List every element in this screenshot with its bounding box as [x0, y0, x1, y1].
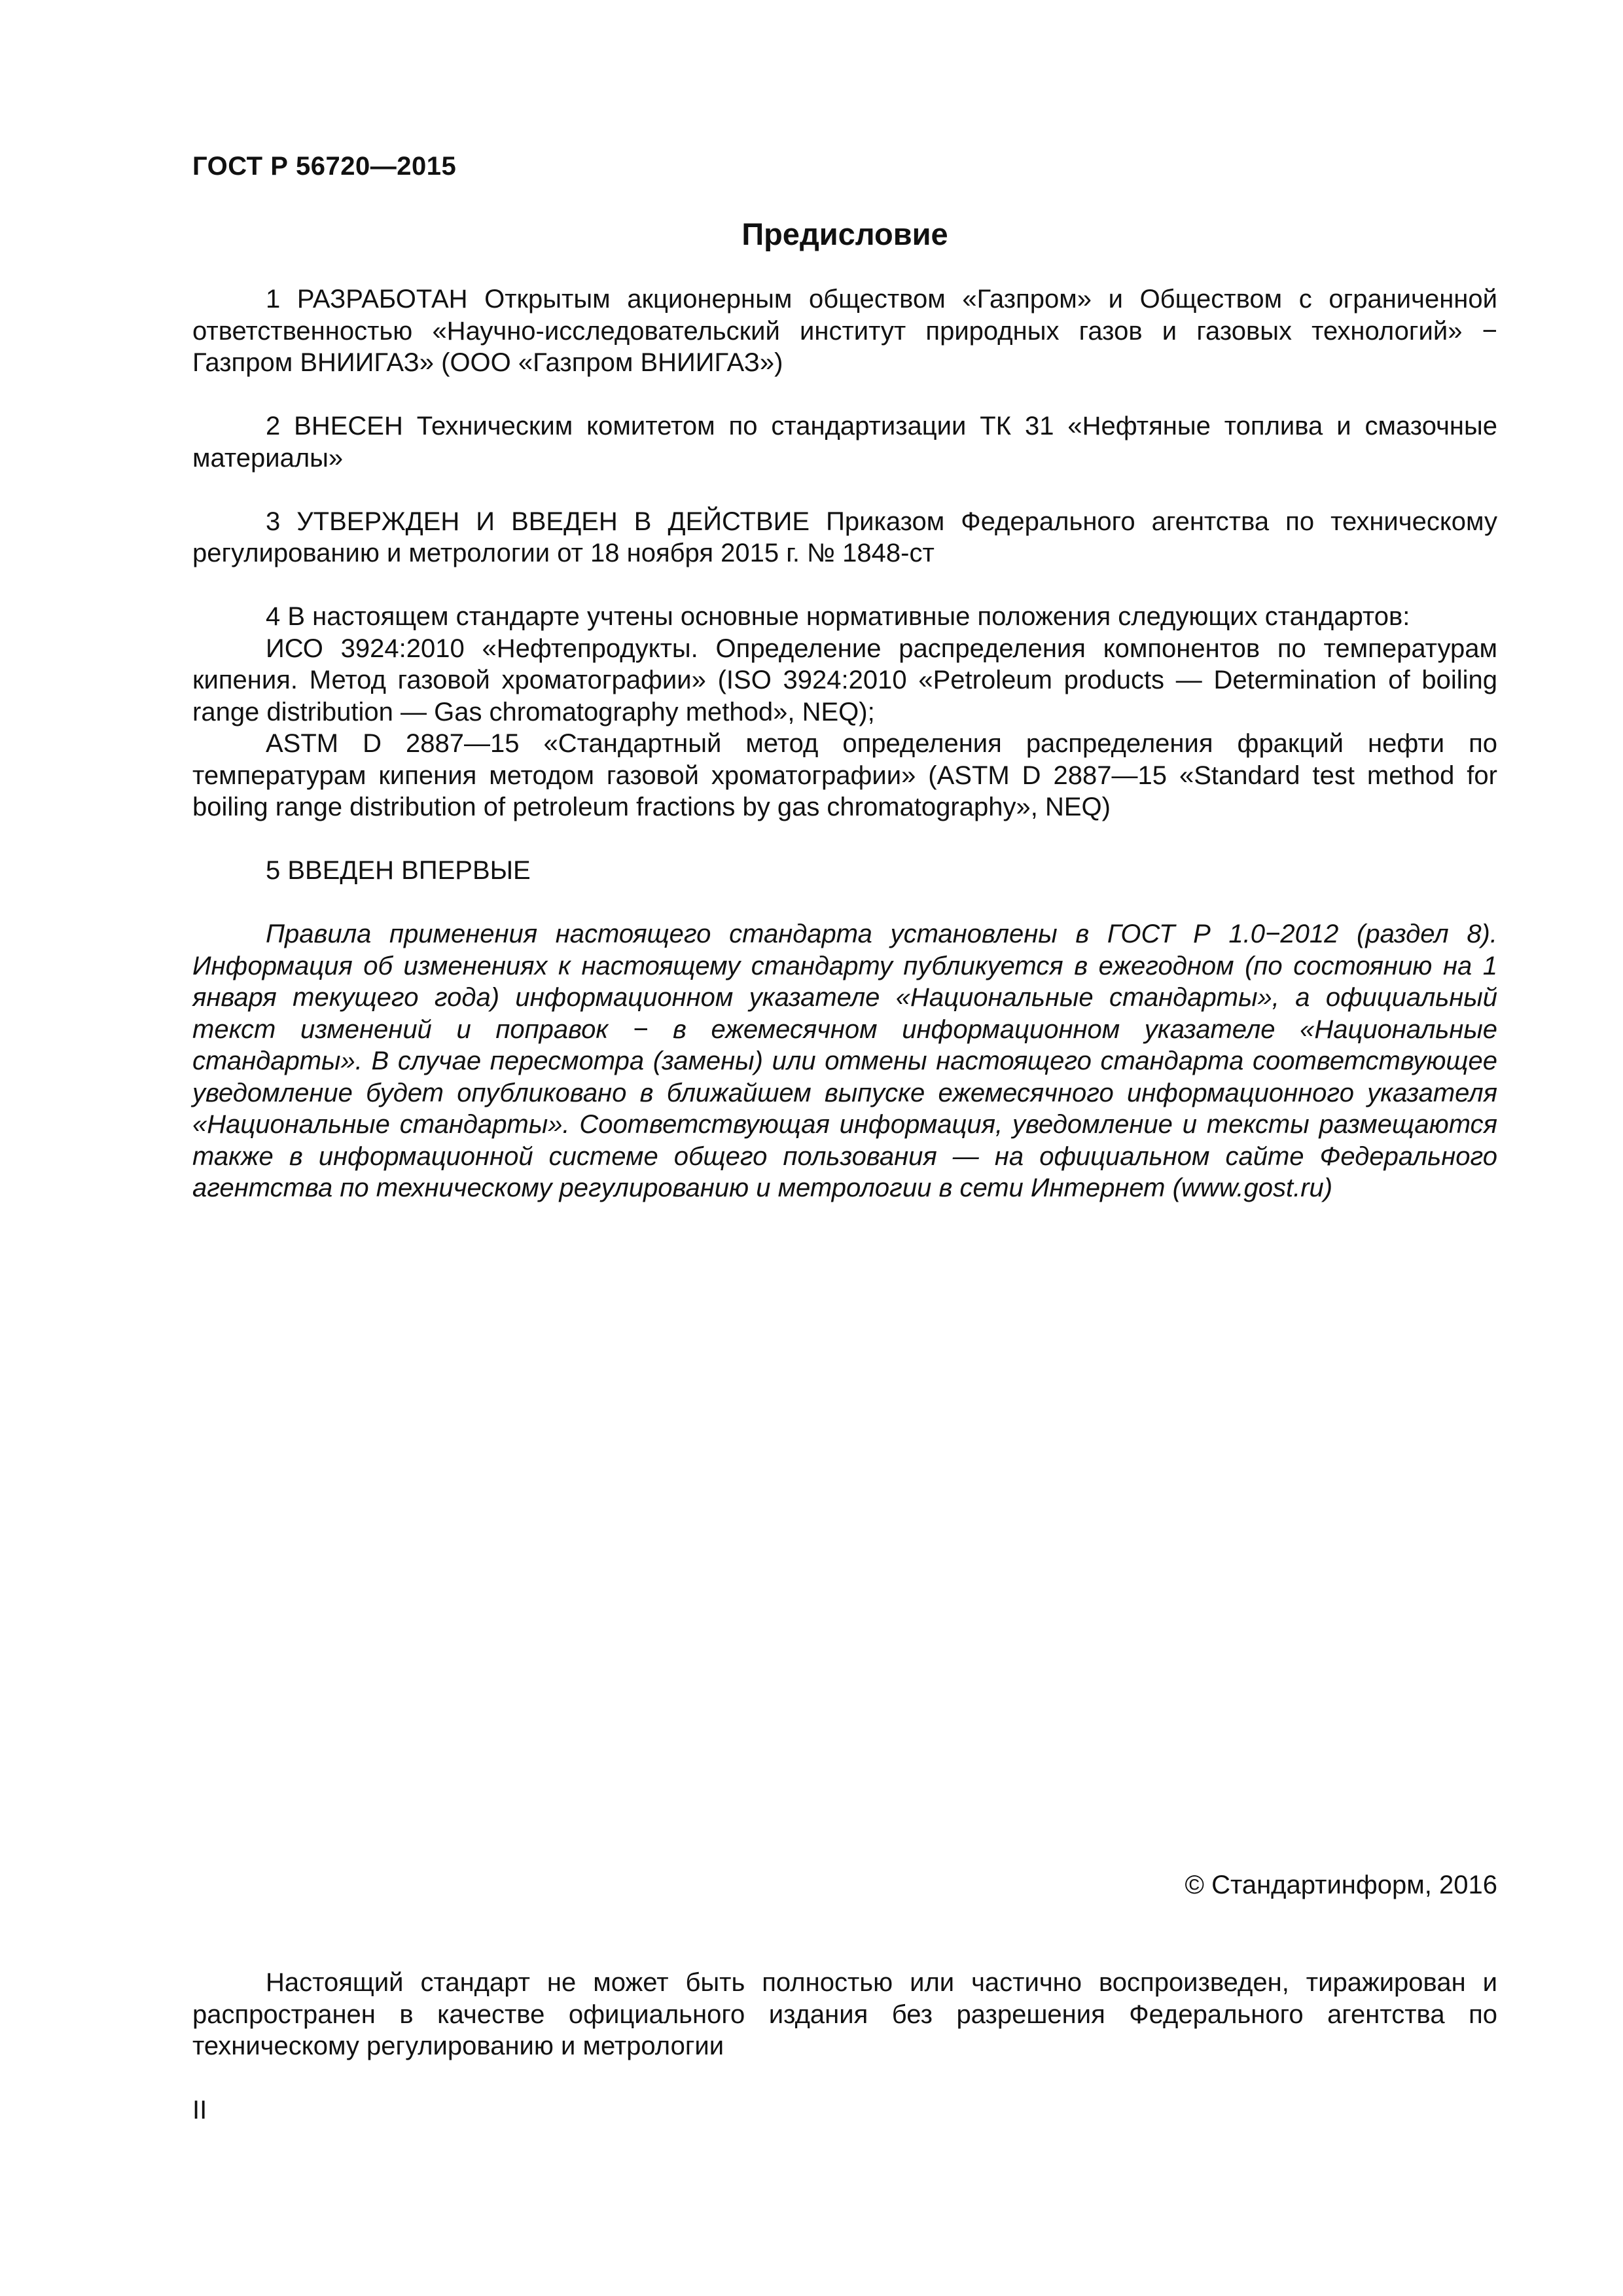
page-number: II	[192, 2096, 207, 2125]
page-title: Предисловие	[741, 217, 948, 251]
copyright-line: © Стандартинформ, 2016	[1185, 1871, 1497, 1899]
paragraph-developed: 1 РАЗРАБОТАН Открытым акционерным обществом «Газпром» и Обществом с ограниченной ответственностью «Научно-исследовательский институт природных газов и газовых технологий» − Газпром ВНИИГАЗ» (ООО «Газпром ВНИИГАЗ»)	[192, 285, 1497, 377]
paragraph-astm-reference: ASTM D 2887—15 «Стандартный метод определения распределения фракций нефти по температурам кипения методом газовой хроматографии» (ASTM D 2887—15 «Standard test method for boiling range distribution of petroleum fractions by gas chromatography», NEQ)	[192, 729, 1497, 821]
paragraph-standards-considered: 4 В настоящем стандарте учтены основные нормативные положения следующих стандартов:	[266, 602, 1410, 631]
reproduction-notice-text: Настоящий стандарт не может быть полностью или частично воспроизведен, тиражирован и распространен в качестве официального издания без разрешения Федерального агентства по техническому регулированию и метрологии	[192, 1968, 1497, 2060]
document-code: ГОСТ Р 56720—2015	[192, 152, 457, 181]
paragraph-approved: 3 УТВЕРЖДЕН И ВВЕДЕН В ДЕЙСТВИЕ Приказом Федерального агентства по техническому регулированию и метрологии от 18 ноября 2015 г. № 1848-ст	[192, 507, 1497, 567]
reproduction-notice	[192, 1967, 1497, 2062]
document-page	[192, 0, 1497, 2296]
rules-note: Правила применения настоящего стандарта установлены в ГОСТ Р 1.0−2012 (раздел 8). Информация об изменениях к настоящему стандарту публикуется в ежегодном (по состоянию на 1 января текущего года) информационном указателе «Национальные стандарты», а официальный текст изменений и поправок − в ежемесячном информационном указателе «Национальные стандарты». В случае пересмотра (замены) или отмены настоящего стандарта соответствующее уведомление будет опубликовано в ближайшем выпуске ежемесячного информационного указателя «Национальные стандарты». Соответствующая информация, уведомление и тексты размещаются также в информационной системе общего пользования — на официальном сайте Федерального агентства по техническому регулированию и метрологии в сети Интернет (www.gost.ru)	[192, 920, 1497, 1202]
paragraph-first-introduced: 5 ВВЕДЕН ВПЕРВЫЕ	[266, 856, 531, 885]
paragraph-introduced: 2 ВНЕСЕН Техническим комитетом по стандартизации ТК 31 «Нефтяные топлива и смазочные материалы»	[192, 412, 1497, 473]
foreword-body	[192, 283, 1497, 1204]
paragraph-iso-reference: ИСО 3924:2010 «Нефтепродукты. Определение распределения компонентов по температурам кипения. Метод газовой хроматографии» (ISO 3924:2010 «Petroleum products — Determination of boiling range distribution — Gas chromatography method», NEQ);	[192, 634, 1497, 726]
